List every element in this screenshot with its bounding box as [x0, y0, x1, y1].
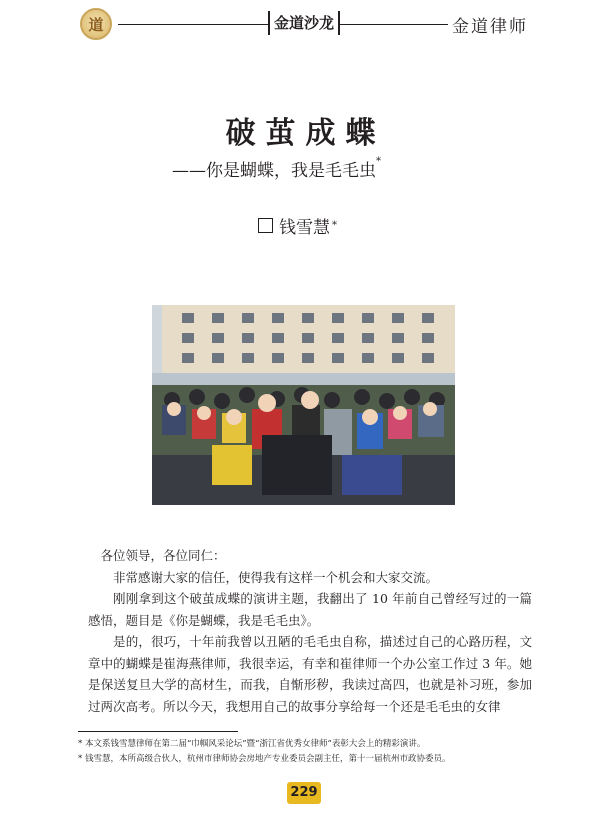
firm-logo-icon: 道 — [80, 8, 112, 40]
footnotes — [78, 737, 538, 767]
subtitle-text: ——你是蝴蝶，我是毛毛虫 — [172, 161, 376, 181]
author-name: 钱雪慧 — [279, 218, 330, 238]
footnote-2: * 钱雪慧，本所高级合伙人，杭州市律师协会房地产专业委员会副主任，第十一届杭州市政协委员。 — [78, 754, 451, 764]
article-title: 破茧成蝶 — [225, 116, 386, 151]
page-header — [0, 0, 611, 60]
brand-name: 金道律师 — [452, 17, 528, 37]
header-rule-right — [340, 24, 448, 25]
footnote-divider — [78, 731, 238, 732]
article-subtitle — [172, 156, 381, 181]
author-line — [258, 213, 337, 238]
author-footnote-mark: * — [332, 220, 337, 231]
group-photo — [152, 305, 455, 505]
body-paragraph: 是的，很巧，十年前我曾以丑陋的毛毛虫自称，描述过自己的心路历程，文章中的蝴蝶是崔海燕律师，我很幸运，有幸和崔律师一个办公室工作过 3 年。她是保送复旦大学的高材生，而我，自惭形秽，我读过高四，也就是补习班，参加过两次高考。所以今天，我想用自己的故事分享给每一个还是毛毛虫的女律 — [88, 634, 532, 714]
article-body — [88, 545, 532, 717]
body-paragraph: 刚刚拿到这个破茧成蝶的演讲主题，我翻出了 10 年前自己曾经写过的一篇感悟，题目是《你是蝴蝶，我是毛毛虫》。 — [88, 591, 532, 628]
body-paragraph: 非常感谢大家的信任，使得我有这样一个机会和大家交流。 — [113, 569, 439, 585]
body-paragraph: 各位领导，各位同仁： — [100, 548, 226, 563]
square-icon — [258, 218, 273, 233]
column-label: 金道沙龙 — [268, 11, 340, 35]
footnote-1: * 本文系钱雪慧律师在第二届“巾帼风采论坛”暨“浙江省优秀女律师”表彰大会上的精彩演讲。 — [78, 739, 426, 749]
subtitle-footnote-mark: * — [376, 156, 381, 167]
page-number: 229 — [287, 782, 321, 804]
header-rule-left — [118, 24, 268, 25]
